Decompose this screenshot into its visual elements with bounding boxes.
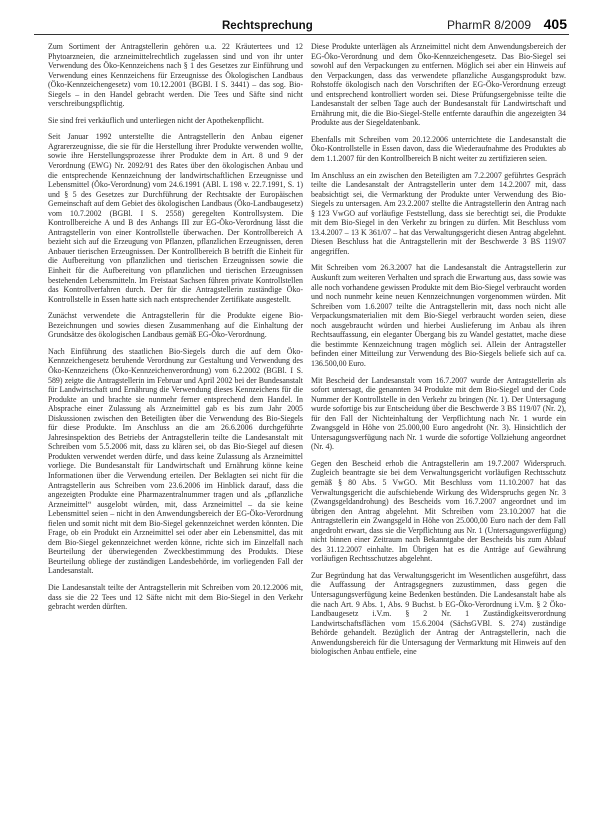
page-number: 405 (543, 16, 567, 32)
paragraph: Mit Bescheid der Landesanstalt vom 16.7.2007 wurde der Antragstellerin als sofort untersagt, die genannten 34 Produkte mit dem Bio-Siegel und der Code Nummer der Kontrollstelle in den Verkehr zu bringen (Nr. 1). Der Untersagung wurde sofortige bis zur Entscheidung über die Beschwerde 3 BS 119/07 (Nr. 2), für den Fall der Nichteinhaltung der Verpflichtung nach Nr. 1 wurde ein Zwangsgeld in Höhe von 25.000,00 Euro angedroht (Nr. 3). Hinsichtlich der Untersagungsverfügung nach Nr. 1 wurde die sofortige Vollziehung angeordnet (Nr. 4). (311, 375, 566, 452)
paragraph: Nach Einführung des staatlichen Bio-Siegels durch die auf dem Öko-Kennzeichengesetz beruhende Verordnung zur Gestaltung und Verwendung des Öko-Kennzeichens (Öko-Kennzeichenverordnung) vom 6.2.2002 (BGBl. I S. 589) zeigte die Antragstellerin im Februar und April 2002 bei der Bundesanstalt für Landwirtschaft und Ernährung die Verwendung dieses Kennzeichens für die Produkte an und brachte sie nunmehr ferner entsprechend dem Handel. In Absprache einer Zulassung als Arzneimittel gab es bis zum Jahr 2005 Diskussionen zwischen den Beteiligten über die Verwendung des Bio-Siegels für diese Produkte. Im Anschluss an die am 26.6.2006 durchgeführte Jahresinspektion des Betriebs der Antragstellerin teilte die Landesanstalt mit Schreiben vom 5.5.2006 mit, dass zu klären sei, ob das Bio-Siegel auf diesen Produkten verwendet werden dürfe, und dass keine Zulassung als Arzneimittel vorliege. Die Bundesanstalt für Landwirtschaft und Ernährung könne keine Informationen über die Verwendung erteilen. Der Beklagten sei nicht für die Antragstellerin aus Schreiben vom 23.6.2006 im Hinblick darauf, dass die angezeigten Produkte eine Pharmazentralnummer tragen und als „pflanzliche Arzneimittel“ ausgelobt würden, mit, dass Arzneimittel – da sie keine Lebensmittel seien – nicht in den Anwendungsbereich der EG-Öko-Verordnung fielen und somit nicht mit dem Bio-Siegel gekennzeichnet werden könnten. Die Frage, ob ein Produkt ein Arzneimittel sei oder aber ein Lebensmittel, das mit dem Bio-Siegel gekennzeichnet werden könne, richte sich im Einzelfall nach Beurteilung der überwiegenden Zweckbestimmung des Produkts. Diese Beurteilung obliege der zuständigen Landesbehörde, im vorliegenden Fall der Landesanstalt. (48, 346, 303, 576)
journal-citation: PharmR 8/2009 (446, 18, 531, 32)
paragraph: Seit Januar 1992 unterstellte die Antragstellerin den Anbau eigener Agrarerzeugnisse, die sie für die Herstellung ihrer Produkte verwenden wollte, sowie ihre Herstellungsprozesse ihrer Produkte dem in Art. 8 und 9 der Verordnung (EWG) Nr. 2092/91 des Rates über den ökologischen Anbau und die entsprechende Kennzeichnung der landwirtschaftlichen Erzeugnisse und Lebensmittel (Öko-Verordnung) vom 24.6.1991 (ABl. L 198 v. 22.7.1991, S. 1) und § 5 des Gesetzes zur Durchführung der Rechtsakte der Europäischen Gemeinschaft auf dem Gebiet des ökologischen Landbaus (Öko-Landbaugesetz) vom 10.7.2002 (BGBl. I S. 2558) geregelten Kontrollsystem. Die Kontrollbereiche A und B des Anhangs III zur EG-Öko-Verordnung lässt die Antragstellerin von einer Kontrollstelle überwachen. Der Kontrollbereich A bezieht sich auf die Erzeugung von Pflanzen, pflanzlichen Erzeugnissen, deren Anbauer tierischen Erzeugnissen. Der Kontrollbereich B betrifft die Einheit für die Aufbereitung von pflanzlichen und tierischen Erzeugnissen sowie die Einheit für die Aufbereitung von pflanzlichen und tierischen Erzeugnissen bestehenden Lebensmitteln. Im Freistaat Sachsen führen private Kontrollstellen das Kontrollverfahren durch. Der für die Antragstellerin zuständige Öko-Kontrollstelle in Essen hatte sich nach entsprechender Zertifikate ausgestellt. (48, 132, 303, 304)
section-title: Rechtsprechung (222, 20, 313, 32)
paragraph: Ebenfalls mit Schreiben vom 20.12.2006 unterrichtete die Landesanstalt die Öko-Kontrollstelle in Essen davon, dass die Wiederaufnahme des Produktes ab dem 1.1.2007 für den Kontrollbereich B nicht weiter zu zertifizieren seien. (311, 134, 566, 164)
left-column (48, 42, 303, 812)
page-header (34, 14, 567, 36)
paragraph: Gegen den Bescheid erhob die Antragstellerin am 19.7.2007 Widerspruch. Zugleich beantragte sie bei dem Verwaltungsgericht vorläufigen Rechtsschutz gemäß § 80 Abs. 5 VwGO. Mit Beschluss vom 11.10.2007 hat das Verwaltungsgericht die aufschiebende Wirkung des Widerspruchs gegen Nr. 3 (Zwangsgeldandrohung) des Bescheids vom 16.7.2007 angeordnet und im übrigen den Antrag abgelehnt. Mit Schreiben vom 23.10.2007 hat die Antragstellerin ein Zwangsgeld in Höhe von 25.000,00 Euro nach der dem Fall angedroht erwart, dass sie die Verpflichtung aus Nr. 1 (Untersagungsverfügung) nicht binnen einer Zeitraum nach Bekanntgabe der Bescheids bis zum Ablauf des 31.12.2007 einhalte. Im Übrigen hat es die Anträge auf Gewährung vorläufigen Rechtsschutzes abgelehnt. (311, 458, 566, 564)
paragraph: Diese Produkte unterlägen als Arzneimittel nicht dem Anwendungsbereich der EG-Öko-Verordnung und dem Öko-Kennzeichengesetz. Das Bio-Siegel sei sowohl auf den Verpackungen zu entfernen. Möglich sei aber ein Hinweis auf den Verpackungen, dass das verwendete pflanzliche Ausgangsprodukt bzw. Rohstoffe ökologisch nach den Vorschriften der EG-Öko-Verordnung erzeugt und entsprechend kontrolliert worden sei. Diese Prüfungsergebnisse teilte die Landesanstalt der selben Tage auch der Bundesanstalt für Landwirtschaft und Ernährung mit, die die Bio-Siegel-Stelle entfernte daraufhin die angezeigten 34 Produkte aus der Siegeldatenbank. (311, 42, 566, 128)
paragraph: Mit Schreiben vom 26.3.2007 hat die Landesanstalt die Antragstellerin zur Auskunft zum weiteren Verhalten und sprach die Erwartung aus, dass sowie was alle noch vorhandene gewissen Produkte mit dem Bio-Siegel verbraucht worden und noch nunmehr keine neuen Kennzeichnungen vorgenommen würden. Mit Schreiben vom 1.6.2007 teilte die Antragstellerin mit, dass noch nicht alle Verpackungsmaterialien mit dem Bio-Siegel verbraucht worden seien, diese noch ausgebraucht würden und hierbei Auslieferung im Anbau als ihren Rechtsauffassung, ein eleganter Übergang bis zu Wandel gestattet, mache diese die bestimmte Kennzeichnung tragen möglich sei. Allein der Antragsteller befinden einer Mitteilung zur Verwendung des Bio-Siegels beliefe sich auf ca. 136.500,00 Euro. (311, 263, 566, 368)
paragraph: Im Anschluss an ein zwischen den Beteiligten am 7.2.2007 geführtes Gespräch teilte die Landesanstalt der Antragstellerin unter dem 14.2.2007 mit, dass beabsichtigt sei, die Vermarktung der Produkte unter Verwendung des Bio-Siegels zu untersagen. Am 23.2.2007 stellte die Antragstellerin den Antrag nach § 123 VwGO auf vorläufige Feststellung, dass sie berechtigt sei, die Produkte mit dem Bio-Siegel in den Verkehr zu bringen zu dürfen. Mit Beschluss vom 13.4.2007 – 13 K 361/07 – hat das Verwaltungsgericht diesen Antrag abgelehnt. Diesen Beschluss hat die Antragstellerin mit der Beschwerde 3 BS 119/07 angegriffen. (311, 170, 566, 256)
paragraph: Die Landesanstalt teilte der Antragstellerin mit Schreiben vom 20.12.2006 mit, dass sie die 22 Tees und 12 Säfte nicht mit dem Bio-Siegel in den Verkehr gebracht werden dürften. (48, 582, 303, 612)
header-rule (34, 34, 569, 35)
paragraph: Sie sind frei verkäuflich und unterliegen nicht der Apothekenpflicht. (48, 115, 264, 125)
paragraph: Zur Begründung hat das Verwaltungsgericht im Wesentlichen ausgeführt, dass die Auffassung der Antragsgegners zuzustimmen, dass gegen die Untersagungsverfügung keine Bedenken bestünden. Die Landesanstalt habe als die nach Art. 9 Abs. 1, Abs. 9 Buchst. b EG-Öko-Verordnung i.V.m. § 2 Öko-Landbaugesetz i.V.m. § 2 Nr. 1 Zuständigkeitsverordnung Landwirtschaftsflächen vom 15.6.2004 (SächsGVBl. S. 274) zuständige Behörde gehandelt. Bezüglich der Antrag der Antragstellerin, nach die Anwendungsbereich für die Untersagung der Vermarktung mit Hinweis auf den biologischen Anbau entfiele, eine (311, 570, 566, 657)
paragraph: Zunächst verwendete die Antragstellerin für die Produkte eigene Bio-Bezeichnungen und sowies diesen Zusammenhang auf die Einhaltung der Grundsätze des ökologischen Landbaus gemäß EG-Öko-Verordnung. (48, 311, 303, 340)
right-column (311, 42, 566, 812)
paragraph: Zum Sortiment der Antragstellerin gehören u.a. 22 Kräutertees und 12 Phytoarzneien, die arzneimittelrechtlich zugelassen sind und von ihr unter Verwendung des Öko-Kennzeichens nach § 1 des Gesetzes zur Einführung und Verwendung eines Kennzeichens für Erzeugnisse des Ökologischen Landbaus (Öko-Kennzeichengesetz) vom 10.12.2001 (BGBl. I S. 3441) – das sog. Bio-Siegels – in den Handel gebracht werden. Die Tees und Säfte sind nicht verschreibungspflichtig. (48, 42, 303, 109)
